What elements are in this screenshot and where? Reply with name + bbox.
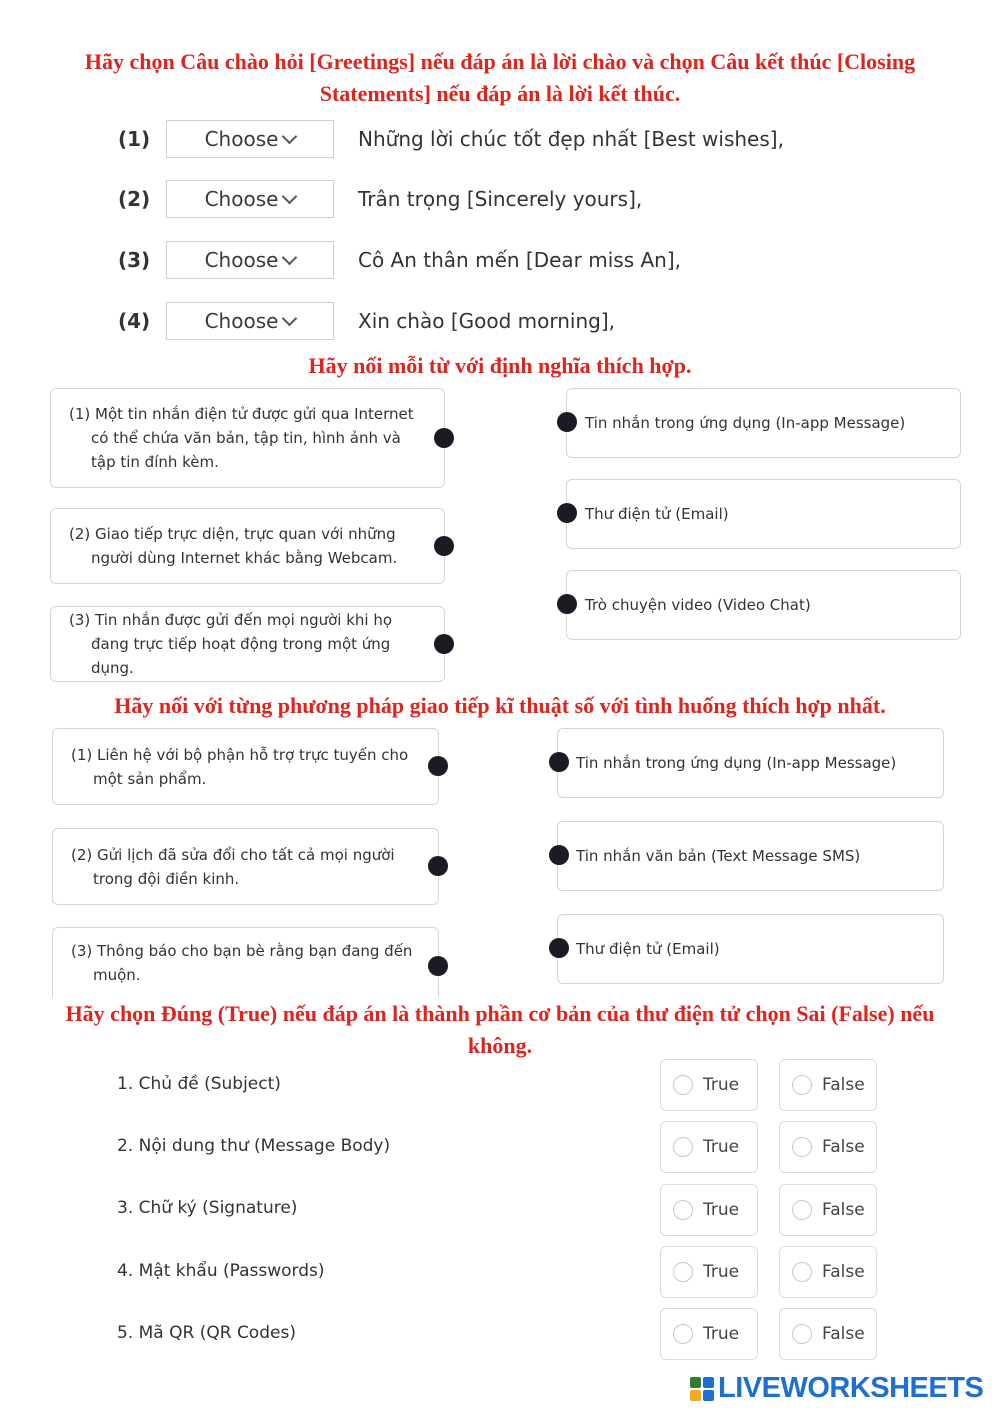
radio-circle-icon: [792, 1262, 812, 1282]
choose-row-2: [118, 179, 642, 219]
true-label: True: [703, 1200, 740, 1220]
match-dot-right-2[interactable]: [549, 845, 569, 865]
match-dot-left-1[interactable]: [434, 428, 454, 448]
situation-box-3: [52, 927, 439, 997]
term-text: Trò chuyện video (Video Chat): [585, 596, 811, 614]
definition-box-3: [50, 606, 445, 682]
situation-text: (1) Liên hệ với bộ phận hỗ trợ trực tuyến cho một sản phẩm.: [71, 745, 409, 788]
method-box-2: [557, 821, 944, 891]
radio-circle-icon: [673, 1262, 693, 1282]
tf-item-label-5: 5. Mã QR (QR Codes): [117, 1323, 296, 1343]
false-label: False: [822, 1137, 865, 1157]
logo-mark-icon: [690, 1377, 714, 1401]
definition-text: (3) Tin nhắn được gửi đến mọi người khi họ đang trực tiếp hoạt động trong một ứng dụng.: [69, 611, 393, 677]
choose-dropdown-2[interactable]: [166, 180, 334, 218]
phrase-text: Những lời chúc tốt đẹp nhất [Best wishes],: [358, 127, 784, 151]
phrase-text: Trân trọng [Sincerely yours],: [358, 187, 643, 211]
false-label: False: [822, 1262, 865, 1282]
match-dot-left-3[interactable]: [428, 956, 448, 976]
dropdown-label: Choose: [204, 309, 279, 333]
match-dot-left-2[interactable]: [428, 856, 448, 876]
tf-item-label-4: 4. Mật khẩu (Passwords): [117, 1261, 325, 1281]
true-option-5[interactable]: [660, 1308, 758, 1360]
chevron-down-icon: [282, 249, 298, 265]
match-dot-right-3[interactable]: [557, 594, 577, 614]
false-label: False: [822, 1075, 865, 1095]
choose-row-4: [118, 301, 615, 341]
match-dot-left-2[interactable]: [434, 536, 454, 556]
method-text: Tin nhắn trong ứng dụng (In-app Message): [576, 754, 897, 772]
tf-item-label-1: 1. Chủ đề (Subject): [117, 1074, 281, 1094]
tf-item-label-3: 3. Chữ ký (Signature): [117, 1198, 298, 1218]
term-box-3: [566, 570, 961, 640]
radio-circle-icon: [673, 1200, 693, 1220]
section2-heading: Hãy nối mỗi từ với định nghĩa thích hợp.: [308, 353, 692, 378]
dropdown-label: Choose: [204, 187, 279, 211]
match-dot-right-1[interactable]: [557, 412, 577, 432]
chevron-down-icon: [282, 128, 298, 144]
chevron-down-icon: [282, 310, 298, 326]
section4-heading: Hãy chọn Đúng (True) nếu đáp án là thành phần cơ bản của thư điện tử chọn Sai (False) nếu không.: [65, 1001, 935, 1058]
method-box-1: [557, 728, 944, 798]
row-number: (2): [118, 187, 151, 211]
phrase-text: Cô An thân mến [Dear miss An],: [358, 248, 681, 272]
section3-heading: Hãy nối với từng phương pháp giao tiếp kĩ thuật số với tình huống thích hợp nhất.: [114, 693, 886, 718]
phrase-text: Xin chào [Good morning],: [358, 309, 615, 333]
false-option-4[interactable]: [779, 1246, 877, 1298]
radio-circle-icon: [792, 1200, 812, 1220]
row-number: (3): [118, 248, 151, 272]
term-box-2: [566, 479, 961, 549]
dropdown-label: Choose: [204, 248, 279, 272]
radio-circle-icon: [792, 1137, 812, 1157]
true-option-1[interactable]: [660, 1059, 758, 1111]
choose-dropdown-1[interactable]: [166, 120, 334, 158]
match-dot-right-1[interactable]: [549, 752, 569, 772]
definition-box-1: [50, 388, 445, 488]
radio-circle-icon: [673, 1137, 693, 1157]
choose-row-1: [118, 119, 784, 159]
situation-text: (2) Gửi lịch đã sửa đổi cho tất cả mọi người trong đội điền kinh.: [71, 845, 395, 888]
match-dot-right-3[interactable]: [549, 938, 569, 958]
tf-item-label-2: 2. Nội dung thư (Message Body): [117, 1136, 391, 1156]
definition-text: (1) Một tin nhắn điện tử được gửi qua Internet có thể chứa văn bản, tập tin, hình ảnh và tập tin đính kèm.: [69, 405, 414, 471]
row-number: (1): [118, 127, 151, 151]
false-label: False: [822, 1324, 865, 1344]
dropdown-label: Choose: [204, 127, 279, 151]
false-option-1[interactable]: [779, 1059, 877, 1111]
radio-circle-icon: [792, 1075, 812, 1095]
true-option-3[interactable]: [660, 1184, 758, 1236]
situation-text: (3) Thông báo cho bạn bè rằng bạn đang đến muộn.: [71, 941, 413, 984]
term-text: Tin nhắn trong ứng dụng (In-app Message): [585, 414, 906, 432]
false-option-2[interactable]: [779, 1121, 877, 1173]
true-option-4[interactable]: [660, 1246, 758, 1298]
false-option-3[interactable]: [779, 1184, 877, 1236]
term-box-1: [566, 388, 961, 458]
situation-box-1: [52, 728, 439, 805]
false-option-5[interactable]: [779, 1308, 877, 1360]
term-text: Thư điện tử (Email): [585, 505, 729, 523]
choose-dropdown-3[interactable]: [166, 241, 334, 279]
method-text: Tin nhắn văn bản (Text Message SMS): [576, 847, 861, 865]
match-dot-left-3[interactable]: [434, 634, 454, 654]
choose-row-3: [118, 240, 681, 280]
false-label: False: [822, 1200, 865, 1220]
row-number: (4): [118, 309, 151, 333]
method-text: Thư điện tử (Email): [576, 940, 720, 958]
definition-box-2: [50, 508, 445, 584]
true-label: True: [703, 1075, 740, 1095]
true-option-2[interactable]: [660, 1121, 758, 1173]
liveworksheets-logo: [690, 1372, 983, 1405]
radio-circle-icon: [792, 1324, 812, 1344]
choose-dropdown-4[interactable]: [166, 302, 334, 340]
true-label: True: [703, 1137, 740, 1157]
situation-box-2: [52, 828, 439, 905]
logo-text: LIVEWORKSHEETS: [718, 1372, 984, 1404]
section1-heading: Hãy chọn Câu chào hỏi [Greetings] nếu đáp án là lời chào và chọn Câu kết thúc [Closing Statements] nếu đáp án là lời kết thúc.: [84, 49, 916, 106]
match-dot-left-1[interactable]: [428, 756, 448, 776]
radio-circle-icon: [673, 1324, 693, 1344]
true-label: True: [703, 1324, 740, 1344]
chevron-down-icon: [282, 188, 298, 204]
true-label: True: [703, 1262, 740, 1282]
radio-circle-icon: [673, 1075, 693, 1095]
match-dot-right-2[interactable]: [557, 503, 577, 523]
method-box-3: [557, 914, 944, 984]
definition-text: (2) Giao tiếp trực diện, trực quan với những người dùng Internet khác bằng Webcam.: [69, 525, 398, 567]
